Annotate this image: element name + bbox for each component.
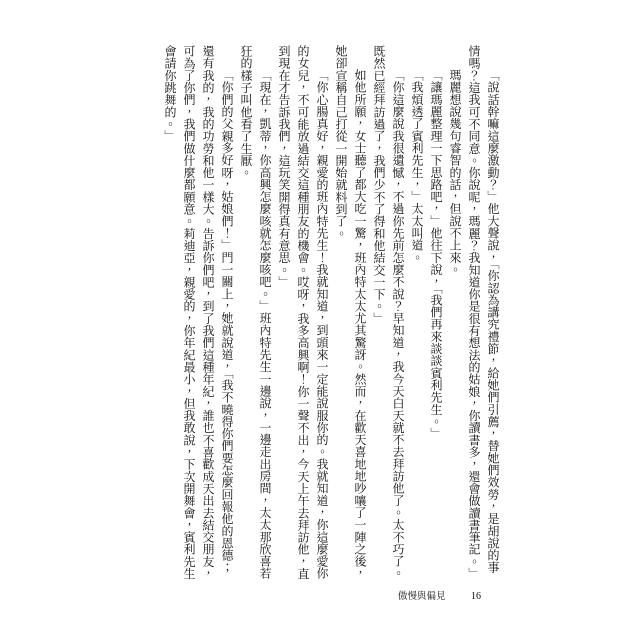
paragraph <box>160 45 236 581</box>
text-line: 情嗎？這我可不同意。你說呢，瑪麗？我知道你是很有想法的姑娘，你讀書多，還會做讀書筆記。」 <box>467 45 481 580</box>
paragraph <box>426 45 445 581</box>
text-line: 到現在才告訴我們，這玩笑開得真有意思。」 <box>277 45 291 288</box>
text-line: 她卻宣稱自己打從一開始就料到了。 <box>334 45 348 240</box>
text-line: 既然已經拜訪過了，我們少不了得和他結交一下。」 <box>372 45 386 325</box>
paragraph <box>236 45 274 581</box>
text-line: 「現在，凱蒂，你高興怎麼咳就怎麼咳吧。」班內特先生一邊說，一邊走出房間，太太那欣喜若 <box>258 69 272 580</box>
paragraph <box>407 45 426 581</box>
text-line: 瑪麗想說幾句睿智的話，但說不上來。 <box>448 69 462 276</box>
page-number: 16 <box>471 591 481 602</box>
paragraph <box>464 45 502 581</box>
text-line: 「你心腸真好，親愛的班內特先生！我就知道，到頭來一定能說服你的。我就知道，你這麼愛你 <box>315 69 329 580</box>
text-line: 「說話幹嘛這麼激動？」他大聲說，「你認為講究禮節，給她們引薦，替她們效勞，是胡說的事 <box>486 69 500 574</box>
text-line: 會請你跳舞的。」 <box>163 45 177 143</box>
text-line: 「我煩透了賓利先生，」太太叫道。 <box>410 69 424 264</box>
running-title: 傲慢與偏見 <box>398 591 446 602</box>
paragraph <box>369 45 407 581</box>
paragraph <box>445 45 464 581</box>
body-text <box>160 45 502 581</box>
text-line: 「讓瑪麗整理一下思路吧，」他往下說，「我們再來談談賓利先生。」 <box>429 69 443 440</box>
text-line: 還有我的，我的功勞和他一樣大。告訴你們吧，到了我們這種年紀，誰也不喜歡成天出去結交朋友， <box>201 45 215 580</box>
text-line: 「你這麼說我很遺憾，不過你先前怎麼不說？早知道，我今天白天就不去拜訪他了。太不巧了。 <box>391 69 405 580</box>
paragraph <box>331 45 369 581</box>
text-line: 如他所願，女士聽了都大吃一驚，班內特太太尤其驚訝。然而，在歡天喜地地吵嚷了一陣之後， <box>353 69 367 580</box>
text-line: 「你們的父親多好呀，姑娘們！」門一關上，她就說道，「我不曉得你們要怎麼回報他的恩德； <box>220 69 234 574</box>
text-line: 可為了你們，我們做什麼都願意。莉迪亞，親愛的，你年紀最小，但我敢說，下次開舞會，賓利先生 <box>182 45 196 580</box>
paragraph <box>274 45 331 581</box>
text-line: 的女兒，不可能放過結交這種朋友的機會。哎呀，我多高興啊！你一聲不出，今天上午去拜訪他，直 <box>296 45 310 580</box>
text-line: 狂的樣子叫他看了生厭。 <box>239 45 253 179</box>
